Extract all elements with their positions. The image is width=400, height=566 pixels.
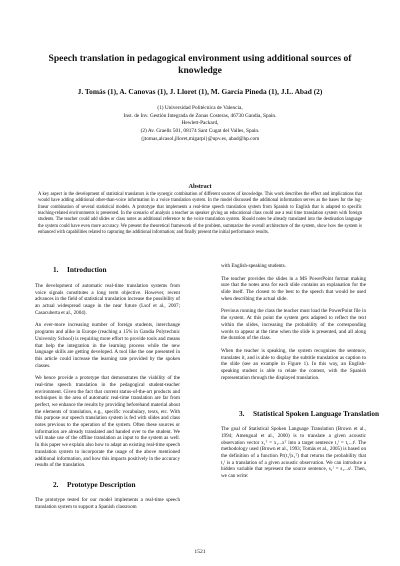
section-number: 2. bbox=[53, 479, 59, 489]
section-title: Introduction bbox=[67, 265, 107, 274]
section-title: Prototype Description bbox=[67, 479, 136, 489]
left-column bbox=[35, 263, 180, 516]
abstract-text: A key aspect in the development of statistical translators is the synergic combination of different sources of knowledge. This work describes the effect and implications that would have adding additional other-than-voice information in a voice translation system. In the model discussed the additional information serves as the bases for the log-linear combination of several statistical models. A prototype that implements a real-time speech translation system from Spanish to English that is adapted to specific teaching-related environments is presented. In the scenario of analysis a teacher as speaker giving an educational class could use a real time translation system with foreign students. The teacher could add slides or class notes as additional reference to the voice translation system. Should notes be already translated into the destination language the system could have even more accuracy. We present the theoretical framework of the problem, summarize the overall architecture of the system, show how the system is enhanced with capabilities related to capturing the additional information; and finally present the initial performance results. bbox=[38, 192, 362, 236]
paragraph: with English-speaking students. bbox=[221, 263, 286, 269]
affiliation-line: Inst. de Inv. Gestión Integrada de Zonas Costeras, 46730 Gandia, Spain. bbox=[123, 112, 277, 119]
section-title: Statistical Spoken Language Translation bbox=[253, 409, 380, 419]
affiliation-emails: {jtomas,alcasol,jlloret,migarpi}@upv.es, abad@hp.com bbox=[140, 135, 260, 142]
paragraph: The prototype tested for our model implements a real-time speech translation system to support a Spanish classroom bbox=[35, 496, 180, 510]
paragraph: We hence provide a prototype that demonstrates the viability of the real-time speech translation in the pedagogical student-teacher environment. Given the fact that current status-of-the-art products and techniques in the area of automatic real-time translation are far from perfect, we enhance the results by providing beforehand material about the elements of translation, e.g., specific vocabulary, texts, etc. With this purpose our speech translation system is fed with slides and class notes previous to the operation of the system. Often these sources or information are already translated and handed over to the student. We will make use of the offline translation as input to the system as well. In this paper we explain also how to adapt an existing real-time speech translation system to incorporate the usage of the above mentioned additional information, and how this impacts positively in the accuracy results of the translation. bbox=[35, 375, 180, 469]
page-number: 1521 bbox=[194, 549, 206, 555]
paragraph: Previous running the class the teacher must load the PowerPoint file in the system. At this point the system gets adapted to reflect the text within the slides, increasing the probability of the corresponding words to appear at the time when the slide is presented, and all along the duration of the class. bbox=[221, 308, 366, 342]
affiliation-line: Hewlett-Packard, bbox=[181, 120, 219, 127]
right-column bbox=[221, 263, 380, 486]
paragraph: The teacher provides the slides in a MS PowerPoint format making sure that the notes area for each slide contains an explanation for the slide itself. The closest to the best to the speech that would be used when describing the actual slide. bbox=[221, 275, 366, 302]
section-number: 3. bbox=[239, 409, 245, 419]
paragraph: The goal of Statistical Spoken Language Translation (Brown et al., 1994; Amengual et al., 2000) is to translate a given acoustic observation vector x₁ᵀ = x₁...xᵀ into a target sentence t₁ᴵ = t₁...tᴵ. The methodology used (Brown et al., 1993; Tomás et al., 2005) is based on the definition of a function Pr(t₁ᴵ|x₁ᵀ) that returns the probability that t₁ᴵ is a translation of a given acoustic observation. We can introduce a hidden variable that represent the source sentence, s₁ᴶ = s₁...sᴶ. Then, we can write: bbox=[221, 426, 366, 480]
section-heading-statistical-translation bbox=[221, 409, 380, 419]
paragraph: An ever-more increasing number of foreign students, interchange programs and alike in Europe (reaching a 15% in Gandia Polytechnic University School) is requiring more effort to provide tools and means that help the integration in the learning process while the new language skills are getting developed. A tool like the one presented in this article could increase the learning rate provided by the spoken classes. bbox=[35, 322, 180, 369]
affiliation-line: (2) Av. Graells 501, 08174 Sant Cugat del Valles, Spain. bbox=[140, 128, 260, 135]
affiliations bbox=[30, 105, 370, 144]
section-heading-introduction bbox=[35, 265, 180, 274]
section-heading-prototype bbox=[35, 480, 180, 489]
paper-authors: J. Tomás (1), A. Canovas (1), J. Lloret (1), M. García Pineda (1), J.L. Abad (2) bbox=[77, 87, 323, 96]
paragraph: The development of automatic real-time translation systems from voice signals constitutes a long term objective. However, recent advances in the field of statistical translation increase the possibility of an actual widespread usage in the near future (Lsof et al., 2007; Casacuberta et al., 2004). bbox=[35, 283, 180, 316]
section-number: 1. bbox=[53, 265, 59, 274]
paragraph: When the teacher is speaking, the system recognizes the sentence, translates it, and is able to display the subtitle translation as caption to the slide (see an example in Figure 1). In this way, an English-speaking student is able to relate the content, with the Spanish representation through the displayed translation. bbox=[221, 347, 366, 381]
affiliation-line: (1) Universidad Politécnica de Valencia, bbox=[157, 105, 243, 111]
abstract-heading: Abstract bbox=[188, 183, 212, 190]
paper-title: Speech translation in pedagogical environment using additional sources of knowledge bbox=[48, 53, 352, 76]
